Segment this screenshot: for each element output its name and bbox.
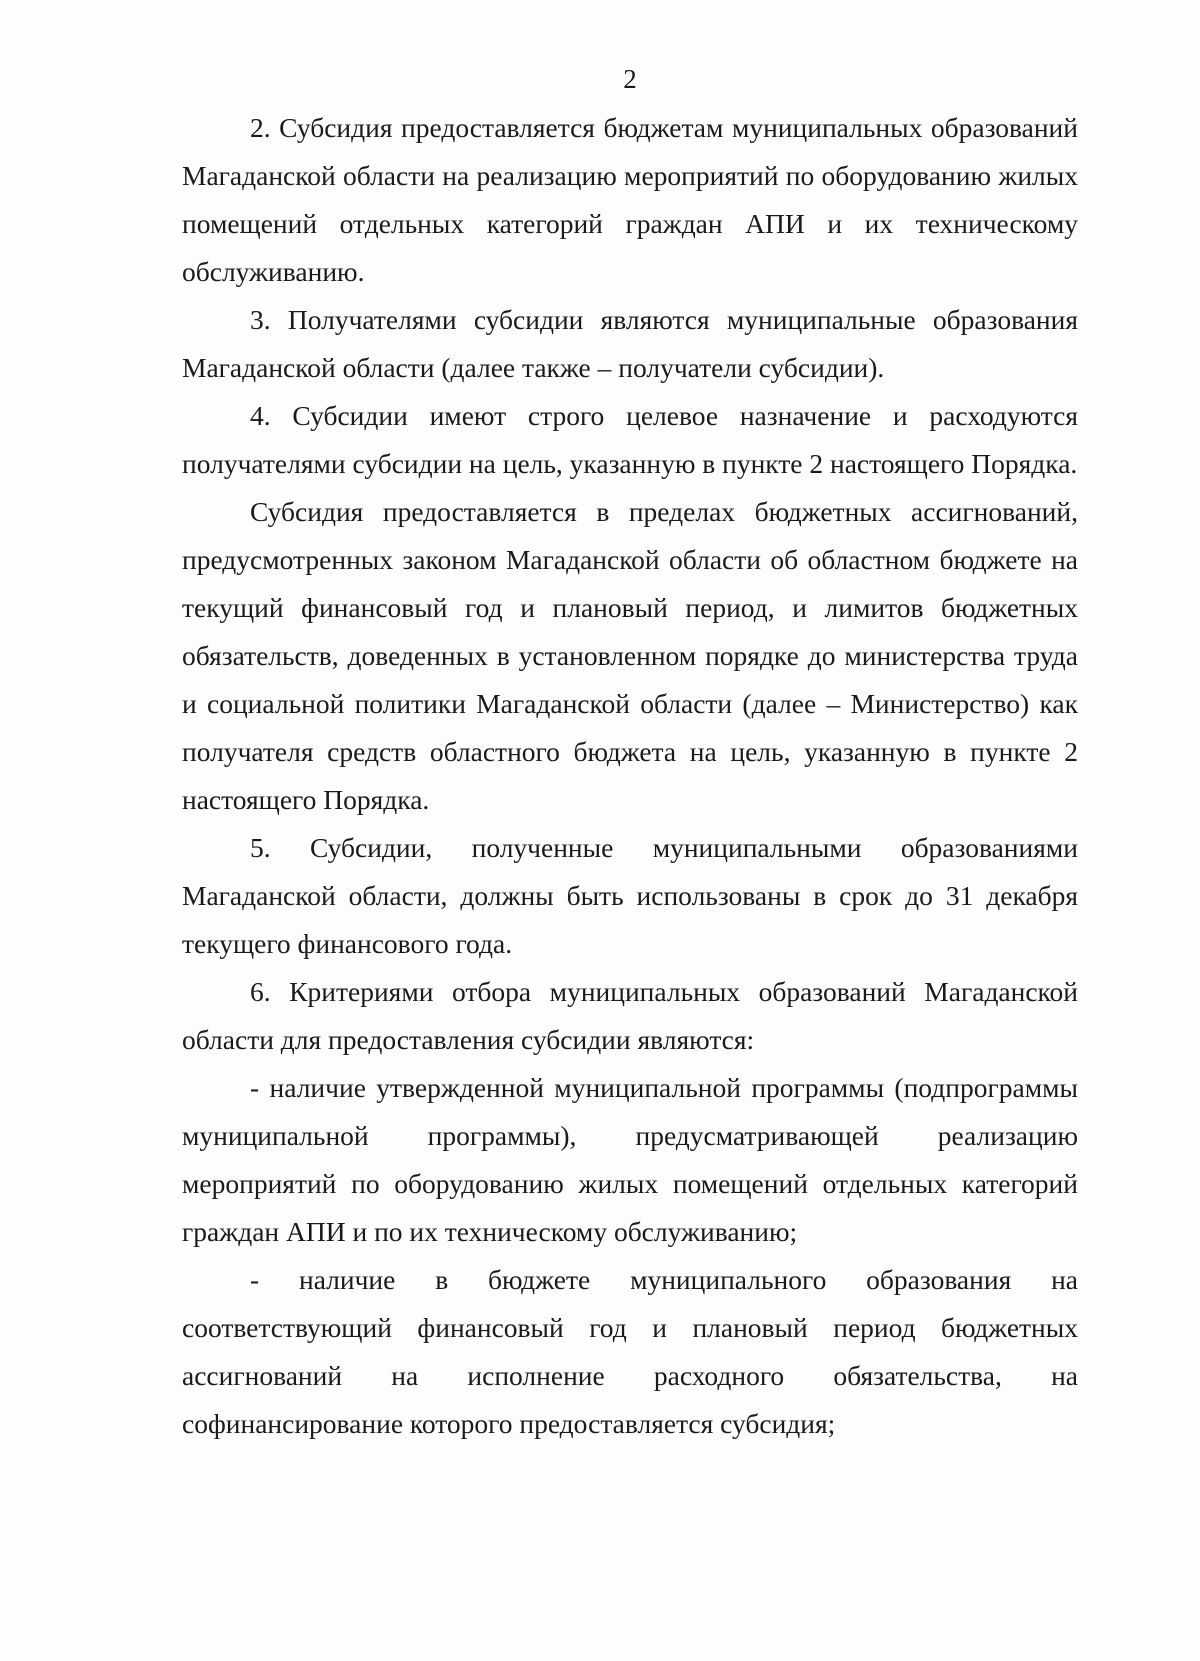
paragraph-budget-limits: Субсидия предоставляется в пределах бюджетных ассигнований, предусмотренных законом Магаданской области об областном бюджете на текущий финансовый год и плановый период, и лимитов бюджетных обязательств, доведенных в установленном порядке до министерства труда и социальной политики Магаданской области (далее – Министерство) как получателя средств областного бюджета на цель, указанную в пункте 2 настоящего Порядка. [182,496,1078,815]
paragraph-6-criteria-intro: 6. Критериями отбора муниципальных образований Магаданской области для предоставления субсидии являются: [182,976,1078,1055]
paragraph-2-subsidy-purpose: 2. Субсидия предоставляется бюджетам муниципальных образований Магаданской области на реализацию мероприятий по оборудованию жилых помещений отдельных категорий граждан АПИ и их техническому обслуживанию. [182,112,1078,287]
paragraph-4-purpose-use: 4. Субсидии имеют строго целевое назначение и расходуются получателями субсидии на цель, указанную в пункте 2 настоящего Порядка. [182,400,1078,479]
criteria-list-item: - наличие утвержденной муниципальной программы (подпрограммы муниципальной программы), предусматривающей реализацию мероприятий по оборудованию жилых помещений отдельных категорий граждан АПИ и по их техническому обслуживанию; [182,1072,1078,1247]
page-number: 2 [623,64,637,94]
paragraph-5-deadline: 5. Субсидии, полученные муниципальными образованиями Магаданской области, должны быть использованы в срок до 31 декабря текущего финансового года. [182,832,1078,959]
paragraph-3-recipients: 3. Получателями субсидии являются муниципальные образования Магаданской области (далее также – получатели субсидии). [182,304,1078,383]
document-body [182,104,1078,1448]
criteria-list-item: - наличие в бюджете муниципального образования на соответствующий финансовый год и плановый период бюджетных ассигнований на исполнение расходного обязательства, на софинансирование которого предоставляется субсидия; [182,1264,1078,1439]
